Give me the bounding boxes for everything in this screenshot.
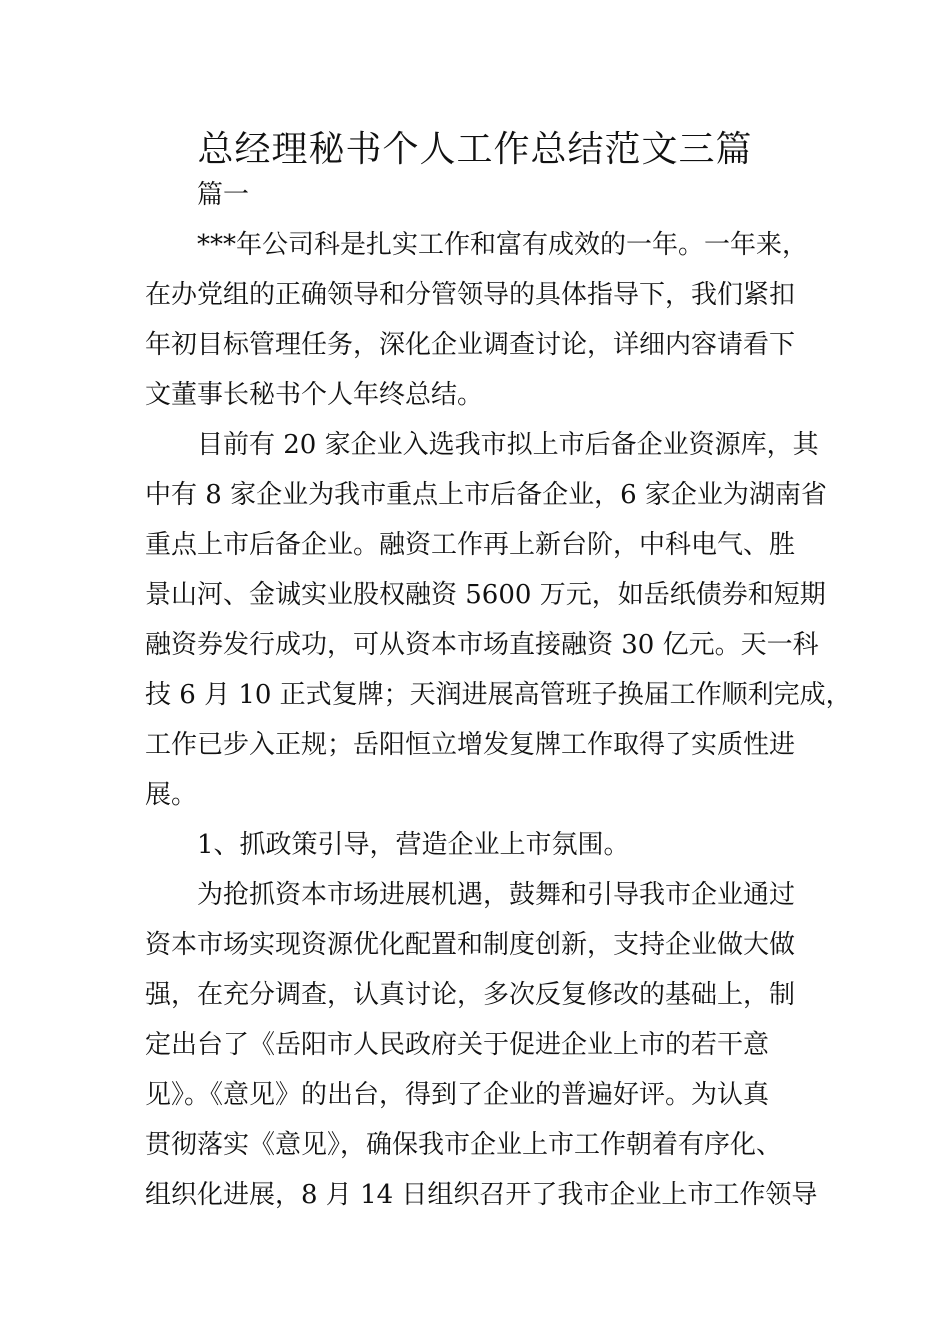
document-title: 总经理秘书个人工作总结范文三篇 <box>197 129 753 170</box>
text-line: 篇一 <box>197 180 250 210</box>
text-line: 1、抓政策引导，营造企业上市氛围。 <box>197 830 630 860</box>
text-line: 为抢抓资本市场进展机遇，鼓舞和引导我市企业通过 <box>197 880 796 910</box>
text-line: 重点上市后备企业。融资工作再上新台阶，中科电气、胜 <box>145 530 796 560</box>
text-line: 见》。《意见》的出台，得到了企业的普遍好评。为认真 <box>145 1080 770 1110</box>
paragraph-heading-policy <box>145 820 835 870</box>
text-line: 组织化进展，8 月 14 日组织召开了我市企业上市工作领导 <box>145 1180 818 1210</box>
text-line: 目前有 20 家企业入选我市拟上市后备企业资源库，其 <box>197 430 819 460</box>
text-line: 融资券发行成功，可从资本市场直接融资 30 亿元。天一科 <box>145 630 819 660</box>
paragraph-policy-detail <box>145 870 835 1220</box>
text-line: 定出台了《岳阳市人民政府关于促进企业上市的若干意 <box>145 1030 770 1060</box>
text-line: 强，在充分调查，认真讨论，多次反复修改的基础上，制 <box>145 980 796 1010</box>
paragraph-intro <box>145 220 835 420</box>
text-line: 景山河、金诚实业股权融资 5600 万元，如岳纸债券和短期 <box>145 580 826 610</box>
document-body <box>145 170 852 1220</box>
text-line: 资本市场实现资源优化配置和制度创新，支持企业做大做 <box>145 930 796 960</box>
text-line: 中有 8 家企业为我市重点上市后备企业，6 家企业为湖南省 <box>145 480 827 510</box>
text-line: 文董事长秘书个人年终总结。 <box>145 380 484 410</box>
text-line: 工作已步入正规；岳阳恒立增发复牌工作取得了实质性进 <box>145 730 796 760</box>
text-line: 展。 <box>145 780 198 810</box>
text-line: 技 6 月 10 正式复牌；天润进展高管班子换届工作顺利完成， <box>145 680 852 710</box>
text-line: 年初目标管理任务，深化企业调查讨论，详细内容请看下 <box>145 330 796 360</box>
text-line: 在办党组的正确领导和分管领导的具体指导下，我们紧扣 <box>145 280 796 310</box>
text-line: ***年公司科是扎实工作和富有成效的一年。一年来， <box>197 230 809 260</box>
paragraph-listing-status <box>145 420 852 820</box>
text-line: 贯彻落实《意见》，确保我市企业上市工作朝着有序化、 <box>145 1130 783 1160</box>
paragraph-section-label <box>145 170 835 220</box>
